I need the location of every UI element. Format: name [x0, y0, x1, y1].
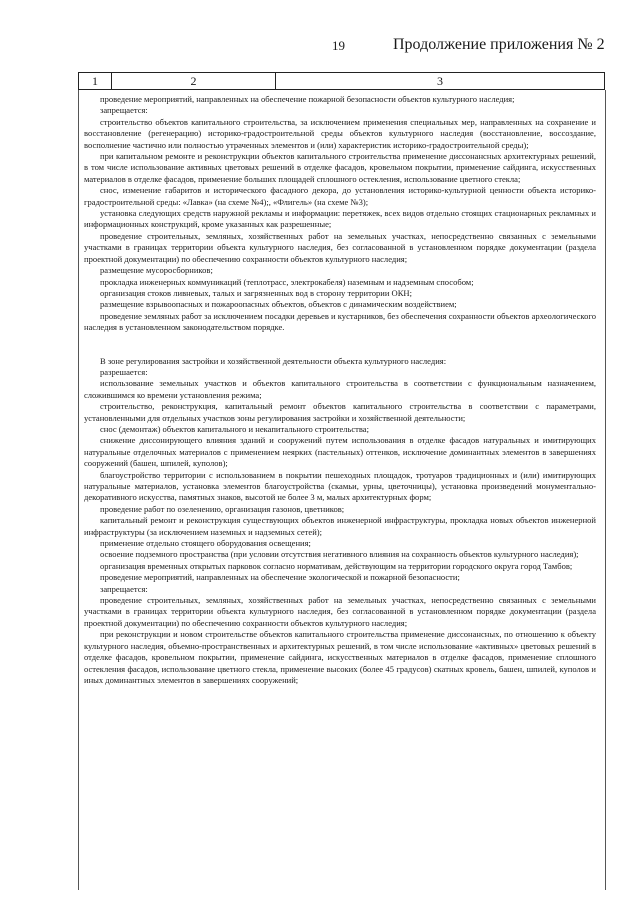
document-body	[84, 94, 596, 686]
paragraph: при реконструкции и новом строительстве объектов капитального строительства применение диссонансных, по отношению к объекту культурного наследия, объемно-пространственных и архитектурных решений, в том числе использование «активных» цветовых решений в отделке фасадов, кровельном покрытии, применение сайдинга, искусственных материалов в отделке фасадов, применение сплошного остекления фасадов, использование цветного стекла, применение высоких (более 45 градусов) скатных кровель, башен, шпилей, куполов и иных доминантных элементов в завершениях сооружений;	[84, 629, 596, 685]
paragraph: прокладка инженерных коммуникаций (теплотрасс, электрокабеля) наземным и надземным способом;	[100, 276, 474, 287]
paragraph: разрешается:	[100, 366, 148, 377]
column-header-3: 3	[276, 73, 605, 90]
paragraph: при капитальном ремонте и реконструкции объектов капитального строительства применение диссонансных архитектурных решений, в том числе использование активных цветовых решений в отделке фасадов, кровельном покрытии, применение сайдинга, искусственных материалов в отделке фасадов, применение больших площадей сплошного остекления, использование цветного стекла;	[84, 151, 596, 184]
section-separator	[84, 334, 596, 356]
paragraph: снижение диссонирующего влияния зданий и сооружений путем использования в отделке фасадов натуральных и имитирующих натуральные отделочных материалов с применением неярких (пастельных) оттенков, исключение доминантных элементов в завершениях сооружений (башен, шпилей, куполов);	[84, 435, 596, 469]
paragraph: запрещается:	[100, 583, 148, 594]
paragraph: использование земельных участков и объектов капитального строительства в соответствии с функциональным назначением, сложившимся ко времени установления режима;	[84, 378, 596, 400]
paragraph: размещение мусоросборников;	[100, 265, 213, 276]
left-border	[78, 90, 79, 890]
paragraph: проведение мероприятий, направленных на обеспечение экологической и пожарной безопасности;	[100, 572, 460, 583]
paragraph: освоение подземного пространства (при условии отсутствия негативного влияния на сохранность объектов культурного наследия);	[100, 549, 579, 560]
column-header-2: 2	[112, 73, 276, 90]
paragraph: строительство объектов капитального строительства, за исключением применения специальных мер, направленных на сохранение и восстановление (регенерацию) историко-градостроительной среды объектов культурного наследия (восстановление, воссоздание, восполнение частично или полностью утраченных элементов и (или) характеристик историко-градостроительной среды);	[84, 116, 596, 150]
paragraph: организация временных открытых парковок согласно нормативам, действующим на территории городского округа город Тамбов;	[100, 560, 573, 571]
paragraph: размещение взрывоопасных и пожароопасных объектов, объектов с динамическим воздействием;	[100, 299, 457, 310]
paragraph: запрещается:	[100, 105, 148, 116]
paragraph: установка следующих средств наружной рекламы и информации: перетяжек, всех видов отдельно стоящих стационарных рекламных и информационных конструкций, кроме указанных как разрешенные;	[84, 208, 596, 230]
right-border	[605, 90, 606, 890]
paragraph: проведение мероприятий, направленных на обеспечение пожарной безопасности объектов культурного наследия;	[100, 94, 515, 104]
section-heading: В зоне регулирования застройки и хозяйственной деятельности объекта культурного наследия:	[100, 355, 447, 366]
paragraph: проведение работ по озеленению, организация газонов, цветников;	[100, 503, 345, 514]
paragraph: капитальный ремонт и реконструкция существующих объектов инженерной инфраструктуры, прокладка новых объектов инженерной инфраструктуры (за исключением наземных и надземных сетей);	[84, 515, 596, 537]
paragraph: снос (демонтаж) объектов капитального и некапитального строительства;	[100, 423, 369, 434]
paragraph: проведение строительных, земляных, хозяйственных работ на земельных участках, непосредственно связанных с земельными участками в границах территории объекта культурного наследия, без согласованной в установленном порядке документации (раздела проектной документации) по обеспечению сохранности объектов культурного наследия;	[84, 595, 596, 628]
page-number: 19	[332, 38, 345, 53]
appendix-title: Продолжение приложения № 2	[393, 36, 605, 53]
paragraph: благоустройство территории с использованием в покрытии пешеходных площадок, тротуаров традиционных и (или) имитирующих натуральные материалов, установка элементов благоустройства (скамьи, урны, цветочницы), установка произведений монументально-декоративного искусства, памятных знаков, высотой не более 3 м, малых архитектурных форм;	[84, 469, 596, 503]
paragraph: снос, изменение габаритов и исторического фасадного декора, до установления историко-культурной ценности объекта историко-градостроительной среды: «Лавка» (на схеме №4);, «Флигель» (на схеме №3);	[84, 185, 596, 207]
paragraph: организация стоков ливневых, талых и загрязненных вод в сторону территории ОКН;	[100, 287, 412, 298]
paragraph: строительство, реконструкция, капитальный ремонт объектов капитального строительства в соответствии с параметрами, установленными для отдельных участков зоны регулирования застройки и хозяйственной деятельности;	[84, 401, 596, 423]
paragraph: проведение строительных, земляных, хозяйственных работ на земельных участках, непосредственно связанных с земельными участками в границах территории объекта культурного наследия, без согласованной в установленном порядке документации (раздела проектной документации) по обеспечению сохранности объектов культурного наследия;	[84, 230, 596, 264]
column-header-table	[78, 72, 605, 90]
paragraph: применение отдельно стоящего оборудования освещения;	[100, 538, 311, 549]
paragraph: проведение земляных работ за исключением посадки деревьев и кустарников, без обеспечения сохранности объектов археологического наследия в установленном законодательством порядке.	[84, 310, 596, 333]
column-header-1: 1	[79, 73, 112, 90]
